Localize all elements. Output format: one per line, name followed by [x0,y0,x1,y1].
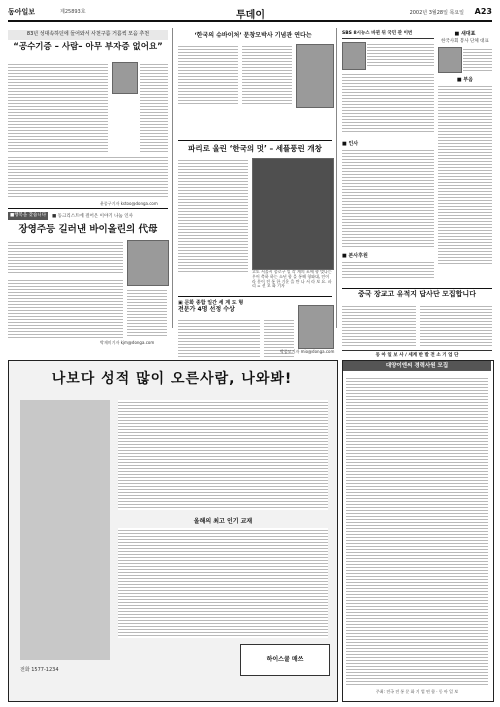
article-body [342,148,434,248]
recruitment-body [346,376,488,686]
article-body [242,44,292,106]
byline: 윤종구기자 kstoo@donga.com [100,201,158,206]
story-headline: 전문가 4명 선정 수상 [178,306,235,313]
portrait-photo [127,240,169,286]
portrait-photo [438,47,462,73]
portrait-photo [342,42,366,70]
ad-image [20,400,110,660]
article-body [140,62,168,152]
section-label: ■ 인사 [342,141,359,147]
section-rule [178,296,332,297]
article-body [342,260,434,280]
story-headline: 장영주등 길러낸 바이올린의 代母 [18,224,158,235]
ad-promo: 올해의 최고 인기 교재 [193,518,253,525]
news-photo [252,158,334,270]
section-label: ■ 새대표 [454,31,476,37]
recruitment-title: 대양이엔씨 경력사원 모집 [343,361,491,371]
ad-contact: 전화 1577-1234 [20,667,59,673]
article-body [8,240,123,275]
article-body [342,304,416,348]
portrait-photo [112,62,138,94]
article-body [178,318,260,358]
recruitment-footer: 주최: 전국 전 통 문 화 기 업 연 합 · 동 아 일 보 [375,689,459,694]
issue-number: 제25893호 [60,9,86,15]
byline: 박종모기자 mio@donga.com [280,349,335,354]
article-body [420,304,492,348]
story-kicker: ‘한국의 슈바이처’ 문창모박사 기념관 연다는 [194,32,312,39]
article-body [127,288,167,338]
article-body [178,44,238,106]
story-label: SBS 8시뉴스 바뀐 뒤 국민 관 이번 [342,30,434,39]
box-subtitle: ■ 동크리스트에 걸어온 이야기 나눔 인사 [52,214,133,219]
paper-name: 동아일보 [8,8,36,16]
article-body [463,47,492,71]
box-label: ■행복을 찾습니다 [9,213,47,218]
story-label: ▣ 문화 종합 일간 세 계 도 형 [178,300,244,306]
ad-sponsor: 동 아 일 보 사 / 세계 반 발 전 소 기 업 단 [342,350,492,358]
section-title: 투데이 [236,10,265,21]
article-body [367,42,434,68]
section-rule [342,288,492,289]
byline: 박재미기자 kjm@donga.com [100,340,155,345]
story-kicker: 83년 성대속하던에 들어와서 사천구름 거름씩 모음 추천 [8,30,168,40]
story-headline: 파리로 울린 ‘한국의 멋’ – 세플풍린 개창 [188,144,322,153]
ad-brand-logo: 하이스쿨 매쓰 [240,644,330,676]
article-body [8,278,123,338]
ad-copy [118,400,328,510]
masthead [8,6,492,22]
ad-main-headline: 나보다 성적 많이 오른사람, 나와봐! [51,371,293,387]
portrait-photo [298,305,334,349]
column-divider [336,28,337,328]
page-number: A23 [474,7,492,16]
column-divider [172,28,173,328]
section-label: ■ 부음 [456,77,474,83]
ad-headline: 중국 장교고 유적지 답사단 모집합니다 [358,290,476,298]
news-photo [296,44,334,108]
story-headline: “공수기증 – 사람– 아무 부자증 없어요” [13,42,163,52]
section-rule [8,208,168,209]
publish-date: 2002년 3월28일 목요일 [409,10,464,16]
article-body [8,155,168,199]
ad-copy [118,528,328,638]
article-body [438,84,492,264]
article-body [8,62,108,152]
article-body [178,158,248,273]
article-body [342,72,434,134]
section-rule [178,140,332,141]
photo-caption: 고도 서울시 종로구 일 각 계의 포에 향 벚나는 우어 축하 하는 소년 합 을 통해 청와대, 인이라 분이 전 통 한 기운 을 만 나 서 라 보 요. 파리 = 선 오 화 기자 [252,270,332,289]
section-label: ■ 본사후원 [342,253,368,259]
section-title: 한국사회 봉사 단체 대표 [441,39,489,44]
